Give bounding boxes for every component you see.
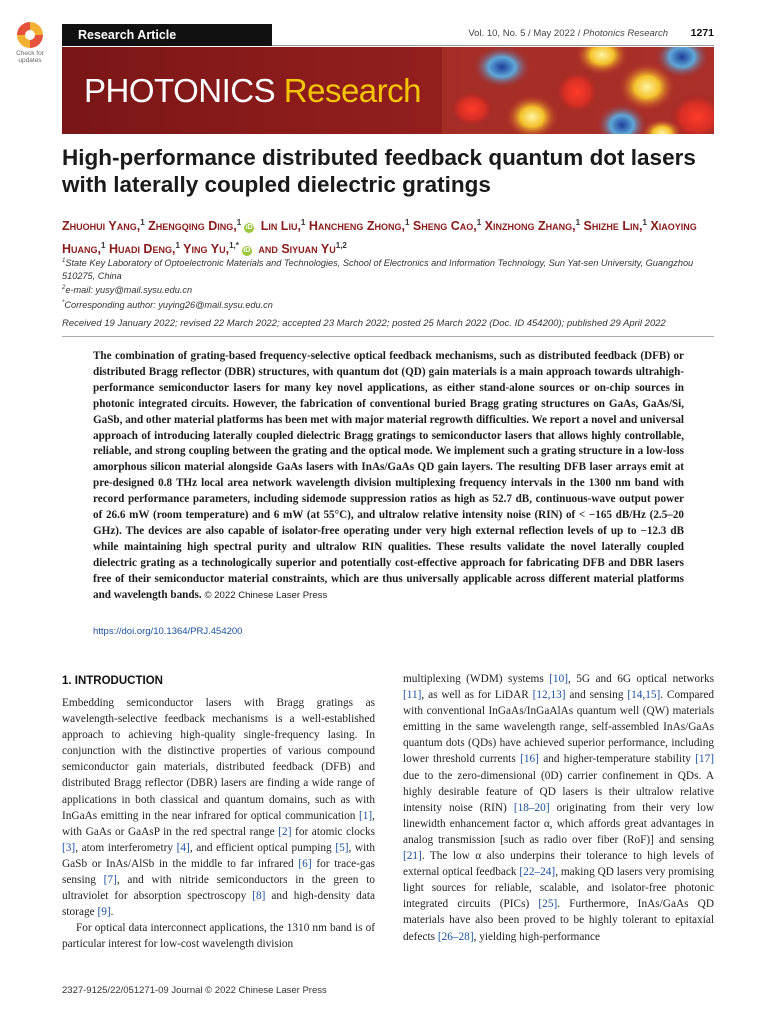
article-type-tag: Research Article xyxy=(62,24,272,46)
badge-label xyxy=(10,50,50,64)
volume-text: Vol. 10, No. 5 / May 2022 / xyxy=(468,28,583,39)
body-text: , atom interferometry xyxy=(75,841,177,854)
corresponding-author xyxy=(62,297,717,312)
divider-rule xyxy=(62,336,714,337)
author-affiliation-mark: 1 xyxy=(101,241,106,251)
citation-link[interactable]: [22–24] xyxy=(519,866,556,879)
page-footer: 2327-9125/22/051271-09 Journal © 2022 Chinese Laser Press xyxy=(62,985,327,996)
author-affiliation-mark: 1 xyxy=(236,218,242,227)
author-affiliation-mark: 1 xyxy=(175,241,180,251)
check-for-updates-badge[interactable] xyxy=(10,22,50,68)
author-affiliation-mark: 1,2 xyxy=(335,241,347,251)
orcid-icon[interactable]: iD xyxy=(243,247,251,255)
aff2-mark: 2 xyxy=(62,285,66,292)
journal-banner xyxy=(62,47,714,134)
author-name: Lin Liu, xyxy=(260,219,301,234)
body-text: For optical data interconnect applications, the 1310 nm band is of particular interest for low-cost wavelength division xyxy=(62,922,375,951)
body-paragraph xyxy=(62,695,375,920)
affiliations xyxy=(62,255,717,312)
author-name: Zhengqing Ding, xyxy=(148,219,237,234)
author-name: Sheng Cao, xyxy=(412,219,477,234)
citation-link[interactable]: [4] xyxy=(176,841,190,854)
author-list xyxy=(62,213,722,259)
author-name: Hancheng Zhong, xyxy=(308,219,405,234)
citation-link[interactable]: [2] xyxy=(278,825,292,838)
author-affiliation-mark: 1 xyxy=(575,218,581,227)
check-updates-icon xyxy=(17,22,43,48)
body-text: , and efficient optical pumping xyxy=(189,841,336,854)
author-name: Shizhe Lin, xyxy=(583,219,643,234)
citation-link[interactable]: [21] xyxy=(403,850,422,863)
body-text: multiplexing (WDM) systems xyxy=(403,673,550,685)
volume-info xyxy=(468,28,668,39)
citation-link[interactable]: [10] xyxy=(549,673,568,685)
badge-line-1: Check for xyxy=(16,50,44,57)
citation-link[interactable]: [12,13] xyxy=(532,689,566,702)
doi-link[interactable]: https://doi.org/10.1364/PRJ.454200 xyxy=(93,626,243,637)
affiliation-1 xyxy=(62,255,717,282)
page-number: 1271 xyxy=(690,27,714,39)
body-text: , yielding high-performance xyxy=(473,930,601,943)
citation-link[interactable]: [6] xyxy=(298,857,312,870)
body-text: and sensing xyxy=(565,689,628,702)
running-header xyxy=(62,24,714,46)
affiliation-2 xyxy=(62,282,717,297)
citation-link[interactable]: [25] xyxy=(538,898,558,911)
body-text: , 5G and 6G optical networks xyxy=(568,673,714,685)
body-text: . xyxy=(110,906,114,919)
abstract xyxy=(93,349,684,604)
citation-link[interactable]: [1] xyxy=(358,809,373,822)
author-affiliation-mark: 1 xyxy=(642,218,647,227)
aff2-text[interactable]: e-mail: yusy@mail.sysu.edu.cn xyxy=(65,285,193,296)
body-text: and higher-temperature stability xyxy=(538,753,696,766)
author-affiliation-mark: 1 xyxy=(140,218,145,227)
author-affiliation-mark: 1 xyxy=(476,218,482,227)
journal-name: Photonics Research xyxy=(582,28,668,39)
author-name: Huadi Deng, xyxy=(108,242,176,257)
body-text: . The low α also underpins their tolerance to high levels of external optical feedback xyxy=(403,850,714,879)
citation-link[interactable]: [17] xyxy=(695,753,714,766)
abstract-text: The combination of grating-based frequency-selective optical feedback mechanisms, such as distributed feedback (DFB) or distributed Bragg reflector (DBR) structures, with quantum dot (QD) gain materials is a main approach towards ultrahigh-performance semiconductor lasers for many key novel applications, as either stand-alone sources or on-chip sources in photonic integrated circuits. However, the fabrication of conventional buried Bragg grating structures on GaAs, GaAs/Si, GaSb, and other material platforms has been met with major material regrowth difficulties. We report a novel and universal approach of introducing laterally coupled dielectric Bragg gratings to semiconductor lasers that allows highly controllable, reliable, and strong coupling between the grating and the optical mode. We implement such a grating structure in a low-loss amorphous silicon material alongside GaAs lasers with InAs/GaAs QD gain layers. The resulting DFB laser arrays emit at pre-designed 0.8 THz local area network wavelength division multiplexing frequency intervals in the 1300 nm band with record performance parameters, including sidemode suppression ratios as high as 52.7 dB, continuous-wave output power of 26.6 mW (room temperature) and 6 mW (at 55°C), and ultralow relative intensity noise (RIN) of < −165 dB/Hz (2.5–20 GHz). The devices are also capable of isolator-free operating under very high external reflection levels of up to −12.3 dB while maintaining high spectral purity and ultralow RIN qualities. These results validate the novel laterally coupled dielectric grating as a technologically superior and potentially cost-effective approach for fabricating DFB and DBR lasers free of their semiconductor material constraints, which are thus universally applicable across different material platforms and wavelength bands. xyxy=(93,350,684,601)
citation-link[interactable]: [14,15] xyxy=(627,689,661,702)
author-name: Xinzhong Zhang, xyxy=(484,219,576,234)
citation-link[interactable]: [16] xyxy=(520,753,539,766)
citation-link[interactable]: [11] xyxy=(403,689,422,702)
body-column-right xyxy=(403,671,714,945)
author-affiliation-mark: 1,* xyxy=(229,241,239,251)
citation-link[interactable]: [26–28] xyxy=(437,930,474,943)
citation-link[interactable]: [7] xyxy=(103,874,117,887)
citation-link[interactable]: [9] xyxy=(97,906,111,919)
aff1-mark: 1 xyxy=(62,258,66,264)
body-text: , with GaAs or GaAsP in the red spectral range xyxy=(62,809,375,838)
logo-word-photonics: PHOTONICS xyxy=(84,72,276,109)
journal-logo-text xyxy=(84,71,421,111)
body-paragraph xyxy=(403,671,714,945)
badge-line-2: updates xyxy=(18,57,42,64)
body-text: and high-density data storage xyxy=(62,890,375,919)
body-text: . Furthermore, InAs/GaAs QD materials have also been proved to be highly tolerant to epitaxial defects xyxy=(403,898,714,943)
section-heading: 1. INTRODUCTION xyxy=(62,675,163,687)
body-column-left xyxy=(62,695,375,953)
body-text: . Compared with conventional InGaAs/InGaAlAs quantum well (QW) materials emitting in the same wavelength range, self-assembled InAs/GaAs quantum dots (QDs) have achieved superior performance, including lower threshold currents xyxy=(403,689,714,766)
copyright-notice: © 2022 Chinese Laser Press xyxy=(204,589,328,601)
body-text: originating from their very low linewidth enhancement factor α, which affords great advantages in analog transmission [such as radio over fiber (RoF)] and sensing xyxy=(403,801,714,846)
citation-link[interactable]: [5] xyxy=(335,841,349,854)
author-affiliation-mark: 1 xyxy=(300,218,306,227)
header-rule xyxy=(272,45,714,46)
corr-text[interactable]: Corresponding author: yuying26@mail.sysu.edu.cn xyxy=(64,299,273,310)
orcid-icon[interactable]: iD xyxy=(245,224,253,232)
author-name: Zhuohui Yang, xyxy=(62,219,141,234)
citation-link[interactable]: [8] xyxy=(252,890,266,903)
body-text: due to the zero-dimensional (0D) carrier confinement in QDs. A highly desirable feature of QD lasers is their ultralow relative intensity noise (RIN) xyxy=(403,769,714,814)
author-name: Ying Yu, xyxy=(183,242,230,257)
body-text: , as well as for LiDAR xyxy=(421,689,533,702)
body-text: Embedding semiconductor lasers with Bragg gratings as wavelength-selective feedback mechanisms is a well-established approach to achieving high-quality single-frequency lasing. In conjunction with the distinctive properties of various compound semiconductor gain materials, distributed feedback (DFB) and distributed Bragg reflector (DBR) lasers are finding a wide range of applications in both classical and quantum domains, such as with InGaAs emitting in the near infrared for optical communication xyxy=(62,697,375,822)
author-name: and Siyuan Yu xyxy=(258,242,336,257)
body-text: for atomic clocks xyxy=(291,825,375,838)
citation-link[interactable]: [18–20] xyxy=(513,801,550,814)
body-text: , with GaSb or InAs/AlSb in the middle to far infrared xyxy=(62,841,376,870)
aff1-text: State Key Laboratory of Optoelectronic Materials and Technologies, School of Electronics and Information Technology, Sun Yat-sen University, Guangzhou 510275, China xyxy=(62,258,694,281)
author-name: Xiaoying Huang, xyxy=(62,219,697,257)
publication-history: Received 19 January 2022; revised 22 March 2022; accepted 23 March 2022; posted 25 March 2022 (Doc. ID 454200); published 29 April 2022 xyxy=(62,318,666,329)
article-title: High-performance distributed feedback quantum dot lasers with laterally coupled dielectric gratings xyxy=(62,145,696,197)
citation-link[interactable]: [3] xyxy=(62,841,76,854)
body-paragraph xyxy=(62,920,375,952)
body-text: , and with nitride semiconductors in the green to ultraviolet for absorption spectroscopy xyxy=(62,874,375,903)
body-text: for trace-gas sensing xyxy=(62,857,375,887)
author-affiliation-mark: 1 xyxy=(404,218,410,227)
body-text: , making QD lasers very promising light sources for reliable, scalable, and isolator-free photonic integrated circuits (PICs) xyxy=(403,866,715,911)
corr-mark: * xyxy=(62,299,65,306)
logo-word-research: Research xyxy=(283,72,421,109)
